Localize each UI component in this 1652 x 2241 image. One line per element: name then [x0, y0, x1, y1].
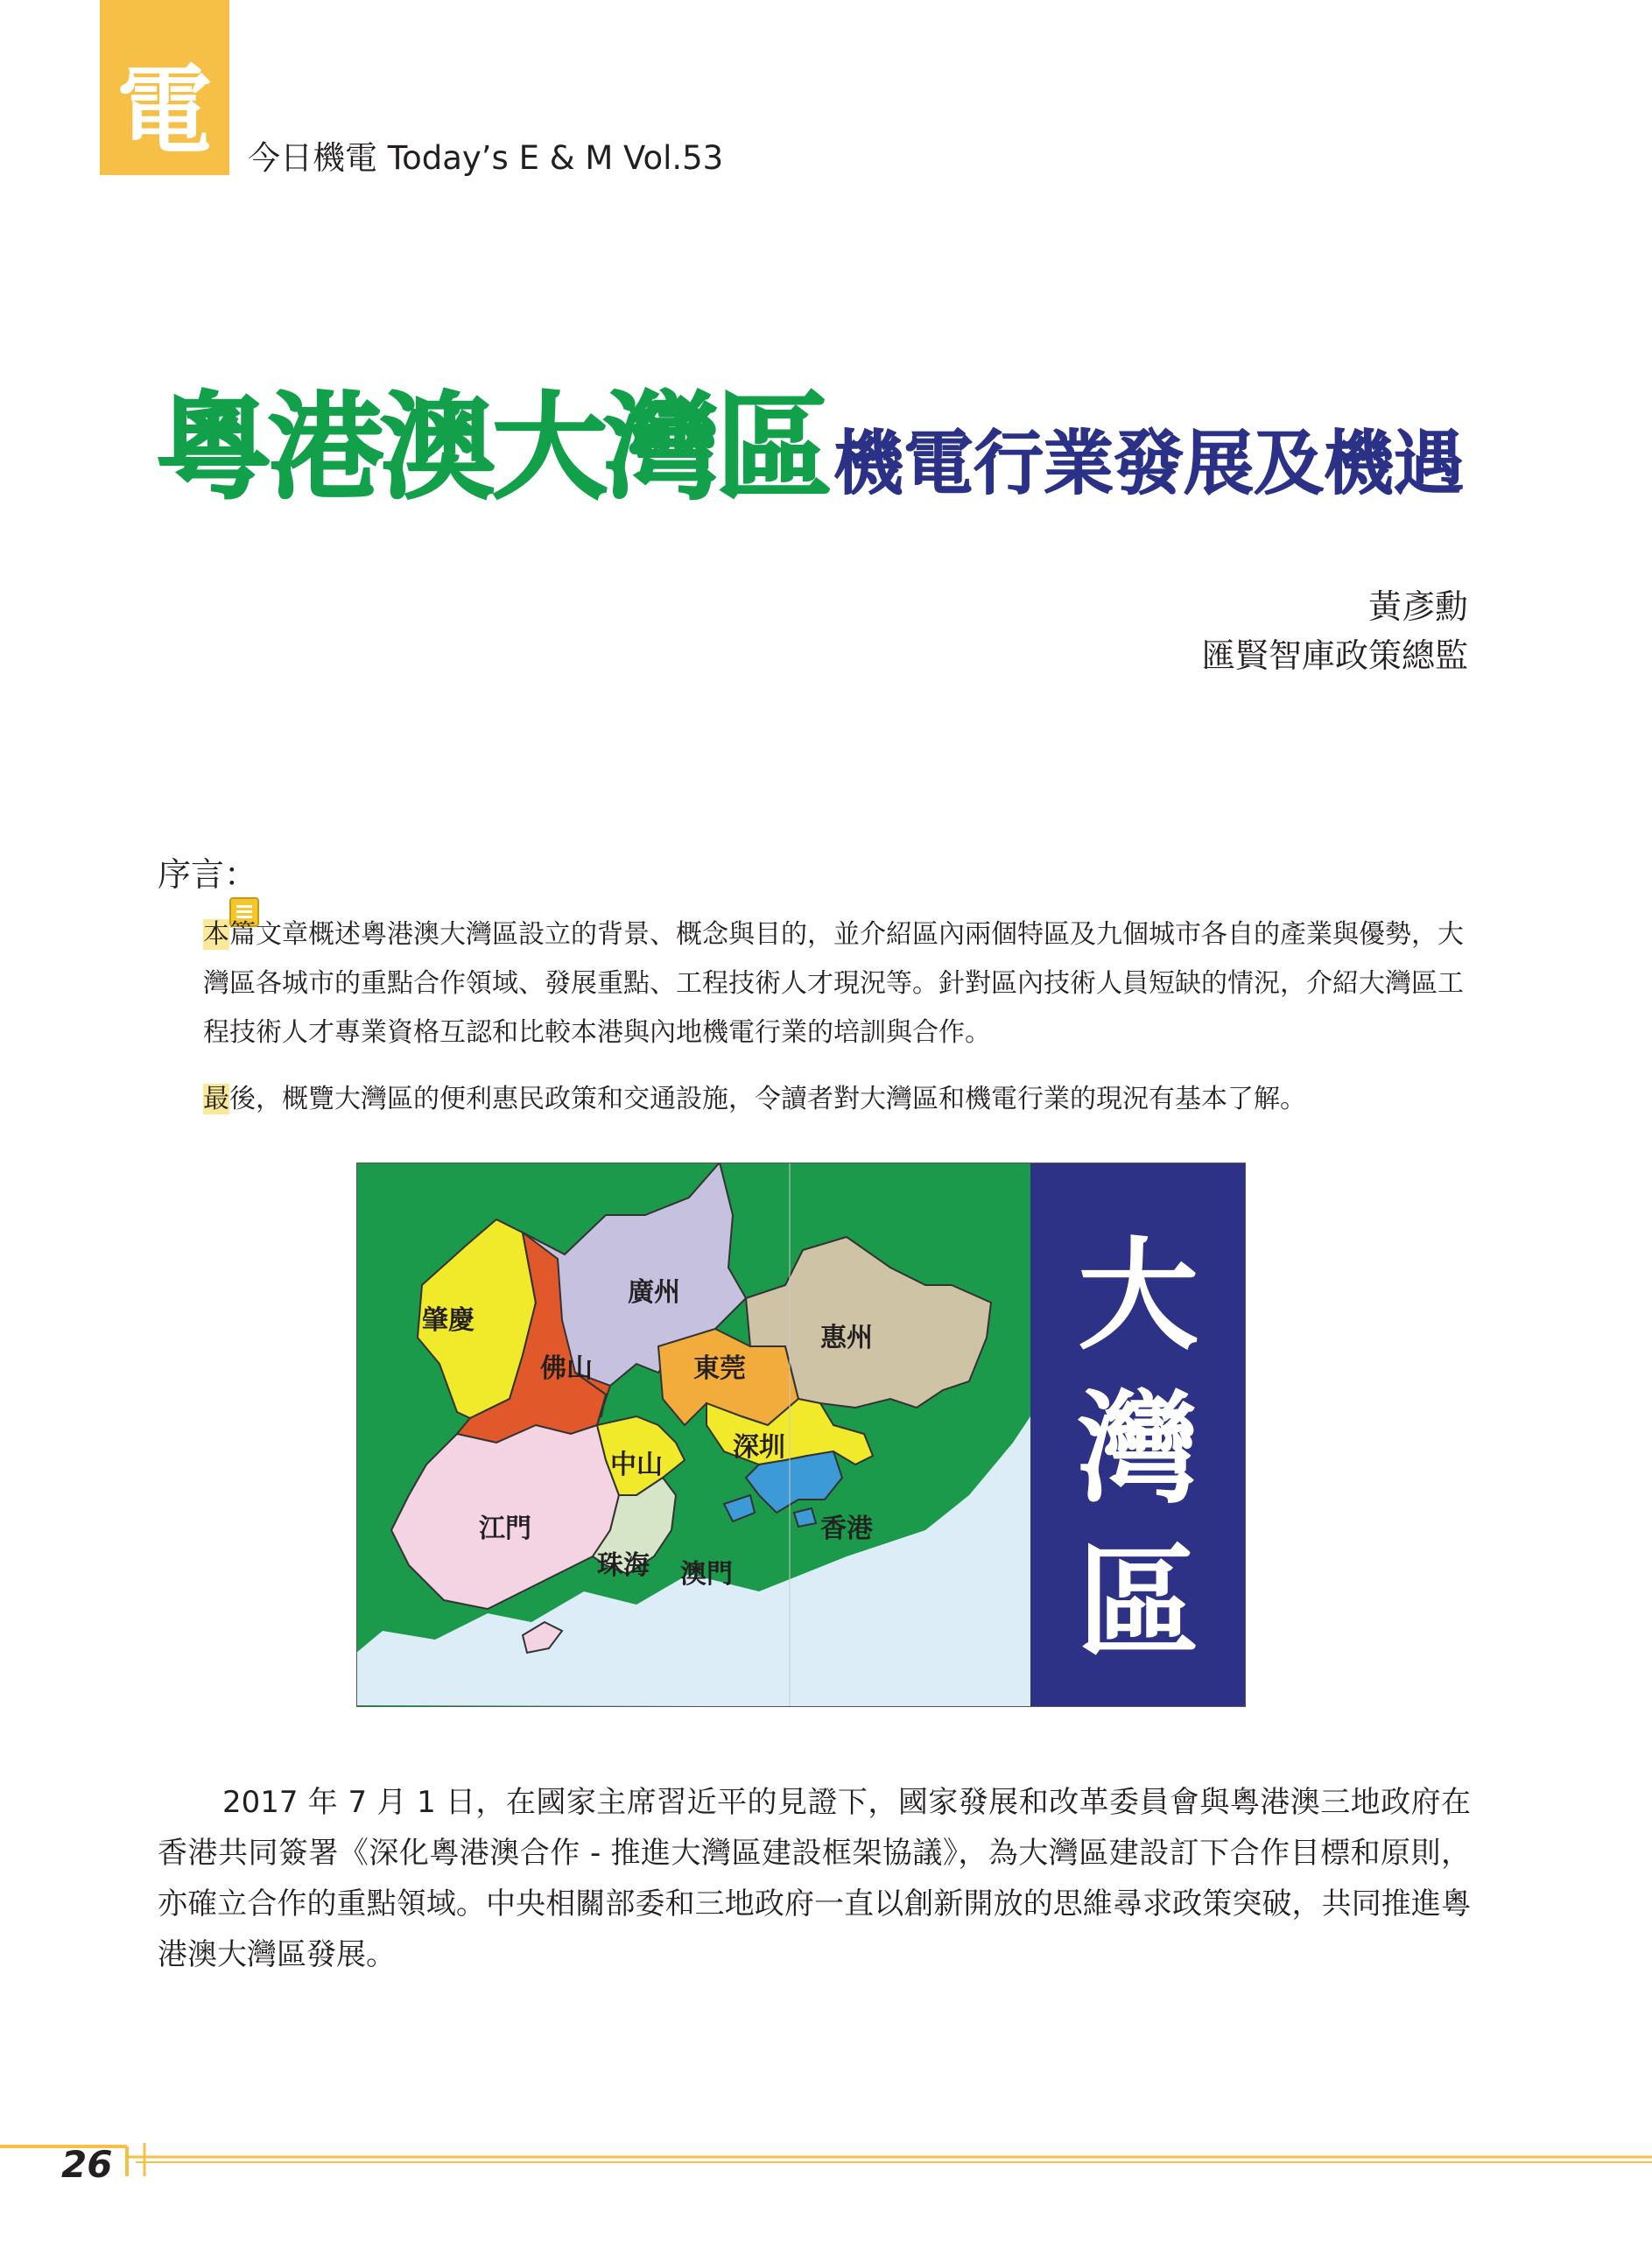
magazine-logo	[100, 0, 229, 175]
banner-char-2: 灣	[1077, 1379, 1199, 1520]
article-title	[156, 355, 1464, 521]
intro-heading: 序言：	[158, 855, 258, 894]
label-foshan: 佛山	[540, 1353, 593, 1384]
body-paragraph: 2017 年 7 月 1 日，在國家主席習近平的見證下，國家發展和改革委員會與粵港澳三地政府在香港共同簽署《深化粵港澳合作 - 推進大灣區建設框架協議》，為大灣區建設訂下合作目標和原則，亦確立合作的重點領域。中央相關部委和三地政府一直以創新開放的思維尋求政策突破，共同推進粵港澳大灣區發展。	[158, 1785, 1471, 1972]
greater-bay-area-map	[356, 1163, 1246, 1707]
article-title-sub: 機電行業發展及機遇	[833, 423, 1464, 504]
intro-text	[203, 910, 1481, 1142]
magazine-title: 今日機電 Today’s E & M Vol.53	[248, 139, 724, 177]
label-zhuhai: 珠海	[597, 1550, 650, 1581]
author-name: 黃彥勳	[1367, 587, 1468, 626]
page-number: 26	[61, 2143, 113, 2186]
highlight-first-char-1: 本	[203, 919, 229, 950]
article-title-main: 粵港澳大灣區	[156, 381, 828, 516]
label-zhongshan: 中山	[610, 1450, 663, 1480]
map-svg	[356, 1163, 1246, 1707]
label-macau: 澳門	[680, 1559, 733, 1590]
label-zhaoqing: 肇慶	[422, 1305, 475, 1336]
intro-paragraph-1-body: 篇文章概述粵港澳大灣區設立的背景、概念與目的，並介紹區內兩個特區及九個城市各自的產業與優勢，大灣區各城市的重點合作領域、發展重點、工程技術人才現況等。針對區內技術人員短缺的情況，介紹大灣區工程技術人才專業資格互認和比較本港與內地機電行業的培訓與合作。	[203, 919, 1464, 1048]
logo-character: 電	[116, 54, 213, 167]
intro-paragraph-2-body: 後，概覽大灣區的便利惠民政策和交通設施，令讀者對大灣區和機電行業的現況有基本了解。	[229, 1084, 1306, 1114]
highlight-first-char-2: 最	[203, 1084, 229, 1114]
label-shenzhen: 深圳	[733, 1432, 785, 1463]
author-title: 匯賢智庫政策總監	[1201, 636, 1468, 675]
label-hongkong: 香港	[820, 1514, 873, 1544]
label-jiangmen: 江門	[479, 1514, 531, 1544]
banner-char-1: 大	[1077, 1226, 1199, 1366]
label-dongguan: 東莞	[693, 1353, 746, 1384]
intro-paragraph-1	[203, 910, 1481, 1057]
banner-char-3: 區	[1077, 1532, 1199, 1673]
label-huizhou: 惠州	[820, 1323, 873, 1353]
label-guangzhou: 廣州	[628, 1277, 680, 1308]
intro-paragraph-2	[203, 1075, 1481, 1124]
footer-rule	[0, 2143, 1652, 2178]
author-block	[1202, 582, 1468, 680]
